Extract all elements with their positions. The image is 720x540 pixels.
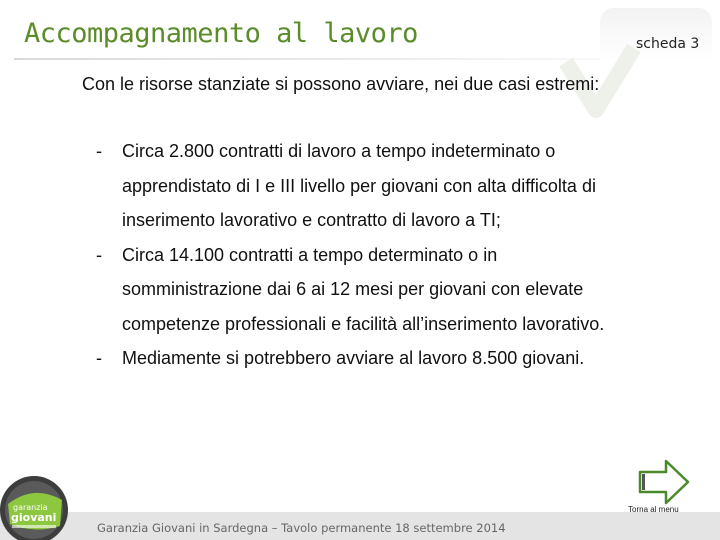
garanzia-giovani-logo-icon (0, 476, 72, 540)
next-arrow-icon[interactable] (636, 458, 692, 506)
bullet-text: Mediamente si potrebbero avviare al lavoro 8.500 giovani. (122, 348, 585, 368)
bullet-text: Circa 2.800 contratti di lavoro a tempo indeterminato o apprendistato di I e III livello per giovani con alta difficolta di inserimento lavorativo e contratto di lavoro a TI; (122, 141, 596, 230)
sheet-label: scheda 3 (636, 36, 700, 52)
back-to-menu-link[interactable]: Torna al menu (628, 505, 679, 514)
bullet-list (96, 134, 626, 376)
logo-line1: garanzia (13, 503, 48, 512)
bullet-text: Circa 14.100 contratti a tempo determinato o in somministrazione dai 6 ai 12 mesi per giovani con elevate competenze professionali e facilità all’inserimento lavorativo. (122, 244, 605, 334)
bullet-marker: - (96, 348, 102, 368)
bullet-marker: - (96, 141, 102, 161)
list-item (96, 341, 626, 376)
bullet-marker: - (96, 244, 102, 265)
logo-line2: giovani (11, 511, 57, 524)
footer-text: Garanzia Giovani in Sardegna – Tavolo permanente 18 settembre 2014 (97, 521, 506, 535)
list-item (96, 238, 626, 342)
intro-paragraph: Con le risorse stanziate si possono avviare, nei due casi estremi: (82, 74, 600, 94)
list-item (96, 134, 626, 238)
page-title: Accompagnamento al lavoro (24, 18, 418, 49)
